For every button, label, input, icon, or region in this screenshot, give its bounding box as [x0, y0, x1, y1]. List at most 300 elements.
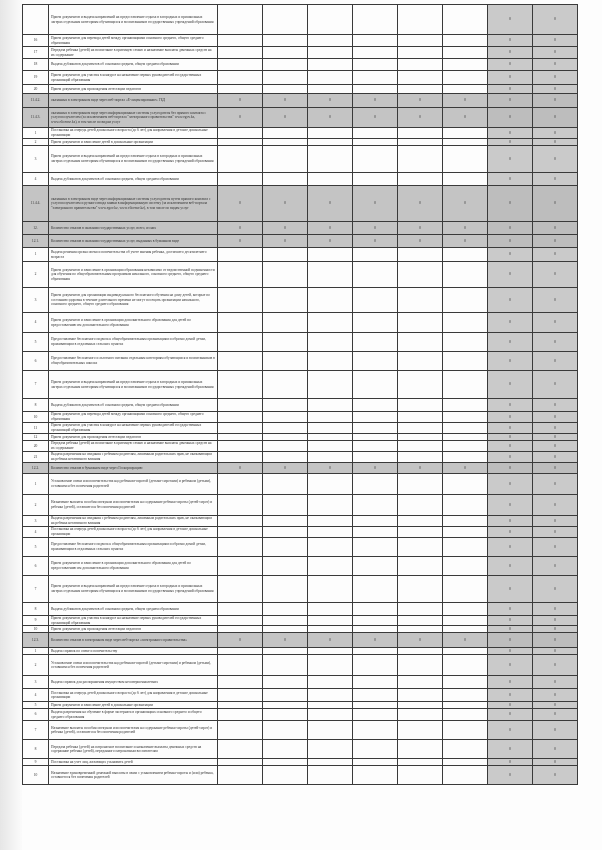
- value-cell: [218, 85, 263, 94]
- value-cell: [263, 262, 308, 288]
- value-cell: 0: [353, 235, 398, 248]
- value-cell: [353, 516, 398, 527]
- total-value-cell: 0: [488, 603, 533, 616]
- value-cell: 0: [353, 463, 398, 474]
- row-number: 12: [23, 434, 49, 441]
- value-cell: [263, 5, 308, 35]
- row-number: 20: [23, 441, 49, 452]
- table-row: [23, 139, 578, 146]
- total-value-cell: 0: [533, 474, 578, 495]
- row-description: Прием документов для участия в конкурсе на назначение первых руководителей государственных организаций образования: [49, 71, 218, 85]
- total-value-cell: 0: [533, 626, 578, 633]
- value-cell: [263, 146, 308, 173]
- total-value-cell: 0: [533, 527, 578, 538]
- value-cell: [218, 626, 263, 633]
- value-cell: [218, 538, 263, 557]
- table-row: [23, 248, 578, 262]
- value-cell: [443, 721, 488, 740]
- table-row: [23, 655, 578, 676]
- total-value-cell: 0: [488, 516, 533, 527]
- total-value-cell: 0: [488, 463, 533, 474]
- row-description: Выдача разрешения на свидания с ребенком родителям, лишенным родительских прав, не оказывающим на ребенка негативного влияния: [49, 452, 218, 463]
- row-description: Прием документов и зачисление в организации дополнительного образования для детей по предоставлению им дополнительного образования: [49, 313, 218, 333]
- value-cell: [443, 333, 488, 352]
- table-row: [23, 495, 578, 516]
- table-row: [23, 626, 578, 633]
- table-row: [23, 648, 578, 655]
- value-cell: [263, 689, 308, 702]
- value-cell: [443, 648, 488, 655]
- value-cell: [308, 423, 353, 434]
- value-cell: [443, 626, 488, 633]
- row-description: Прием документов и зачисление детей в дошкольные организации: [49, 139, 218, 146]
- value-cell: 0: [443, 222, 488, 235]
- section-row: [23, 235, 578, 248]
- table-row: [23, 35, 578, 47]
- total-value-cell: 0: [533, 399, 578, 412]
- value-cell: [443, 709, 488, 721]
- total-value-cell: 0: [488, 412, 533, 423]
- total-value-cell: 0: [533, 495, 578, 516]
- value-cell: [263, 495, 308, 516]
- total-value-cell: 0: [533, 139, 578, 146]
- total-value-cell: 0: [488, 71, 533, 85]
- value-cell: [398, 262, 443, 288]
- row-number: 21: [23, 452, 49, 463]
- row-number: 11: [23, 423, 49, 434]
- value-cell: [443, 85, 488, 94]
- table-row: [23, 557, 578, 576]
- value-cell: [398, 441, 443, 452]
- table-row: [23, 603, 578, 616]
- total-value-cell: 0: [488, 702, 533, 709]
- total-value-cell: 0: [488, 740, 533, 759]
- row-description: Постановка на очередь детей дошкольного возраста (до 6 лет) для направления в детские дошкольные организации: [49, 527, 218, 538]
- value-cell: [398, 495, 443, 516]
- value-cell: [218, 288, 263, 313]
- value-cell: [398, 352, 443, 371]
- row-description: Постановка на учет лиц, желающих усыновить детей: [49, 759, 218, 766]
- total-value-cell: 0: [488, 655, 533, 676]
- value-cell: [263, 85, 308, 94]
- value-cell: [353, 352, 398, 371]
- value-cell: [218, 434, 263, 441]
- report-table: [22, 4, 578, 785]
- value-cell: [218, 527, 263, 538]
- value-cell: [218, 676, 263, 689]
- value-cell: 0: [263, 463, 308, 474]
- value-cell: [263, 655, 308, 676]
- total-value-cell: 0: [533, 128, 578, 139]
- row-description: Выдача решения органа опеки и попечительства об учете мнения ребенка, достигшего десятилетнего возраста: [49, 248, 218, 262]
- row-description: Прием документов и выдача направлений на предоставление отдыха в загородных и пришкольных лагерях отдельным категориям обучающихся и воспитанников государственных учреждений образования: [49, 371, 218, 399]
- total-value-cell: 0: [533, 689, 578, 702]
- row-number: 11.4.2.: [23, 94, 49, 108]
- value-cell: [398, 173, 443, 186]
- value-cell: [443, 516, 488, 527]
- total-value-cell: 0: [488, 333, 533, 352]
- value-cell: [443, 676, 488, 689]
- row-description: оказанных в электронном виде через информационные системы услугодателя без прямого контакта с услугополучателем (за исключением веб-портала "электронного правительства" www.egov.kz, www.elicense.kz), в том числе по видам услуг: [49, 108, 218, 128]
- row-description: Выдача справок для распоряжения имуществом несовершеннолетних: [49, 676, 218, 689]
- row-number: 5: [23, 538, 49, 557]
- row-description: оказанных в электронном виде через информационные системы услугодателя путем прямого контакта с услугополучателем и ручного ввода заявки в информационную систему (за исключением веб-портала "электронного правительства" www.egov.kz, www.elicense.kz), в том числе по видам услуг: [49, 186, 218, 222]
- value-cell: [443, 576, 488, 603]
- value-cell: [398, 603, 443, 616]
- value-cell: 0: [398, 633, 443, 648]
- value-cell: [443, 766, 488, 785]
- value-cell: [353, 412, 398, 423]
- total-value-cell: 0: [533, 721, 578, 740]
- value-cell: [443, 527, 488, 538]
- total-value-cell: 0: [488, 94, 533, 108]
- value-cell: 0: [308, 186, 353, 222]
- row-number: 1: [23, 474, 49, 495]
- value-cell: [263, 452, 308, 463]
- row-number: 10: [23, 412, 49, 423]
- row-description: Прием документов для участия в конкурсе на назначение первых руководителей государственных организаций образования: [49, 616, 218, 626]
- row-description: Прием документов для прохождения аттестации педагогов: [49, 434, 218, 441]
- value-cell: [398, 412, 443, 423]
- value-cell: [443, 603, 488, 616]
- section-row: [23, 94, 578, 108]
- value-cell: [398, 35, 443, 47]
- row-description: Выдача дубликатов документов об основном среднем, общем среднем образовании: [49, 173, 218, 186]
- row-description: Передача ребенка (детей) на патронатное воспитание и назначение выплаты денежных средств на содержание ребенка (детей), переданного патронатным воспитателям: [49, 740, 218, 759]
- value-cell: [443, 352, 488, 371]
- value-cell: [308, 352, 353, 371]
- row-number: 8: [23, 603, 49, 616]
- value-cell: [353, 371, 398, 399]
- total-value-cell: 0: [533, 47, 578, 59]
- value-cell: [398, 702, 443, 709]
- value-cell: [263, 173, 308, 186]
- value-cell: [308, 146, 353, 173]
- total-value-cell: 0: [488, 108, 533, 128]
- row-description: Прием документов для прохождения аттестации педагогов: [49, 85, 218, 94]
- value-cell: [308, 759, 353, 766]
- value-cell: [353, 313, 398, 333]
- value-cell: [443, 702, 488, 709]
- value-cell: [443, 399, 488, 412]
- row-number: 18: [23, 59, 49, 71]
- row-number: 5: [23, 702, 49, 709]
- table-row: [23, 59, 578, 71]
- row-number: 1: [23, 128, 49, 139]
- value-cell: [218, 248, 263, 262]
- value-cell: [398, 128, 443, 139]
- row-description: Установление опеки или попечительства над ребенком-сиротой (детьми-сиротами) и ребенком (детьми), оставшимся без попечения родителей: [49, 474, 218, 495]
- value-cell: [308, 689, 353, 702]
- value-cell: [263, 248, 308, 262]
- value-cell: [218, 766, 263, 785]
- row-description: Прием документов и зачисление детей в дошкольные организации: [49, 702, 218, 709]
- table-row: [23, 740, 578, 759]
- value-cell: [398, 616, 443, 626]
- value-cell: [263, 740, 308, 759]
- value-cell: [353, 766, 398, 785]
- total-value-cell: 0: [488, 399, 533, 412]
- row-number: 1: [23, 248, 49, 262]
- row-description: Предоставление бесплатного подвоза к общеобразовательным организациям и обратно домой детям, проживающим в отдаленных сельских пунктах: [49, 538, 218, 557]
- value-cell: [443, 248, 488, 262]
- row-number: 19: [23, 71, 49, 85]
- value-cell: 0: [398, 108, 443, 128]
- value-cell: 0: [353, 633, 398, 648]
- row-description: Выдача справок по опеке и попечительству: [49, 648, 218, 655]
- row-description: Количество отказов в электронном виде через веб-портал «электронного правительства»: [49, 633, 218, 648]
- value-cell: [353, 648, 398, 655]
- value-cell: [263, 434, 308, 441]
- row-description: Выдача дубликатов документов об основном среднем, общем среднем образовании: [49, 399, 218, 412]
- row-description: Количество отказов в оказании государственных услуг, всего, из них: [49, 222, 218, 235]
- value-cell: [398, 576, 443, 603]
- value-cell: 0: [263, 186, 308, 222]
- value-cell: 0: [353, 222, 398, 235]
- value-cell: [398, 333, 443, 352]
- value-cell: [263, 139, 308, 146]
- row-description: Назначение выплаты пособия опекунам или попечителям на содержание ребенка-сироты (детей-сирот) и ребенка (детей), оставшегося без попечения родителей: [49, 721, 218, 740]
- value-cell: [218, 352, 263, 371]
- value-cell: [263, 352, 308, 371]
- value-cell: [263, 576, 308, 603]
- value-cell: [218, 702, 263, 709]
- row-number: 17: [23, 47, 49, 59]
- row-number: 3: [23, 288, 49, 313]
- value-cell: [263, 721, 308, 740]
- value-cell: [308, 648, 353, 655]
- value-cell: [398, 474, 443, 495]
- row-description: Выдача дубликатов документов об основном среднем, общем среднем образовании: [49, 59, 218, 71]
- value-cell: [308, 173, 353, 186]
- table-row: [23, 399, 578, 412]
- value-cell: [443, 557, 488, 576]
- total-value-cell: 0: [533, 648, 578, 655]
- value-cell: [398, 434, 443, 441]
- total-value-cell: 0: [488, 313, 533, 333]
- row-number: 7: [23, 576, 49, 603]
- table-row: [23, 474, 578, 495]
- total-value-cell: 0: [488, 288, 533, 313]
- value-cell: [308, 288, 353, 313]
- row-description: Прием документов и выдача направлений на предоставление отдыха в загородных и пришкольных лагерях отдельным категориям обучающихся и воспитанников государственных учреждений образования: [49, 576, 218, 603]
- table-row: [23, 434, 578, 441]
- row-description: Постановка на очередь детей дошкольного возраста (до 6 лет) для направления в детские дошкольные организации: [49, 689, 218, 702]
- value-cell: [218, 59, 263, 71]
- total-value-cell: 0: [488, 676, 533, 689]
- value-cell: [308, 333, 353, 352]
- value-cell: [218, 47, 263, 59]
- total-value-cell: 0: [533, 85, 578, 94]
- value-cell: [443, 288, 488, 313]
- value-cell: [218, 709, 263, 721]
- value-cell: [353, 709, 398, 721]
- value-cell: [398, 538, 443, 557]
- value-cell: [218, 173, 263, 186]
- value-cell: [353, 676, 398, 689]
- value-cell: [443, 59, 488, 71]
- value-cell: [443, 495, 488, 516]
- row-number: 1: [23, 648, 49, 655]
- row-number: 2: [23, 495, 49, 516]
- value-cell: 0: [398, 186, 443, 222]
- value-cell: [353, 35, 398, 47]
- row-description: Передача ребенка (детей) на воспитание в приемную семью и назначение выплаты денежных средств на их содержание: [49, 47, 218, 59]
- value-cell: [353, 474, 398, 495]
- total-value-cell: 0: [533, 94, 578, 108]
- value-cell: [353, 146, 398, 173]
- value-cell: 0: [218, 463, 263, 474]
- total-value-cell: 0: [488, 721, 533, 740]
- value-cell: 0: [398, 94, 443, 108]
- value-cell: 0: [263, 235, 308, 248]
- total-value-cell: 0: [488, 146, 533, 173]
- value-cell: [308, 709, 353, 721]
- value-cell: [443, 538, 488, 557]
- value-cell: [443, 434, 488, 441]
- value-cell: [353, 689, 398, 702]
- value-cell: [263, 35, 308, 47]
- value-cell: [308, 452, 353, 463]
- row-description: Прием документов и выдача направлений на предоставление отдыха в загородных и пришкольных лагерях отдельным категориям обучающихся и воспитанников государственных учреждений образования: [49, 5, 218, 35]
- total-value-cell: 0: [488, 557, 533, 576]
- value-cell: [308, 766, 353, 785]
- total-value-cell: 0: [533, 173, 578, 186]
- value-cell: 0: [308, 94, 353, 108]
- value-cell: [308, 576, 353, 603]
- table-row: [23, 576, 578, 603]
- total-value-cell: 0: [488, 262, 533, 288]
- value-cell: [263, 59, 308, 71]
- value-cell: [308, 603, 353, 616]
- value-cell: [263, 333, 308, 352]
- row-description: Прием документов для организации индивидуального бесплатного обучения на дому детей, которые по состоянию здоровья в течение длительного времени не могут посещать организации начального, основного среднего, общего среднего образования: [49, 288, 218, 313]
- row-number: 16: [23, 35, 49, 47]
- value-cell: [353, 59, 398, 71]
- value-cell: [443, 474, 488, 495]
- row-description: Выдача разрешения на обучение в форме экстерната в организациях основного среднего и общего среднего образования: [49, 709, 218, 721]
- value-cell: [218, 412, 263, 423]
- value-cell: [443, 71, 488, 85]
- table-row: [23, 412, 578, 423]
- total-value-cell: 0: [533, 333, 578, 352]
- value-cell: [398, 85, 443, 94]
- value-cell: [443, 452, 488, 463]
- value-cell: [398, 139, 443, 146]
- value-cell: [353, 626, 398, 633]
- value-cell: [308, 71, 353, 85]
- total-value-cell: 0: [488, 85, 533, 94]
- value-cell: [218, 759, 263, 766]
- table-row: [23, 759, 578, 766]
- row-number: 4: [23, 527, 49, 538]
- value-cell: [218, 371, 263, 399]
- value-cell: [398, 399, 443, 412]
- value-cell: [263, 313, 308, 333]
- table-row: [23, 128, 578, 139]
- total-value-cell: 0: [533, 603, 578, 616]
- value-cell: [443, 173, 488, 186]
- total-value-cell: 0: [533, 759, 578, 766]
- value-cell: [353, 721, 398, 740]
- total-value-cell: 0: [488, 759, 533, 766]
- row-description: Назначение выплаты пособия опекунам или попечителям на содержание ребенка-сироты (детей-сирот) и ребенка (детей), оставшегося без попечения родителей: [49, 495, 218, 516]
- table-row: [23, 689, 578, 702]
- value-cell: [308, 676, 353, 689]
- total-value-cell: 0: [488, 128, 533, 139]
- row-number: 12.3.: [23, 633, 49, 648]
- value-cell: [218, 71, 263, 85]
- total-value-cell: 0: [488, 173, 533, 186]
- value-cell: [308, 527, 353, 538]
- row-number: 12.: [23, 222, 49, 235]
- value-cell: [443, 5, 488, 35]
- value-cell: [308, 516, 353, 527]
- row-number: 6: [23, 557, 49, 576]
- value-cell: [443, 313, 488, 333]
- total-value-cell: 0: [533, 441, 578, 452]
- total-value-cell: 0: [488, 633, 533, 648]
- total-value-cell: 0: [533, 516, 578, 527]
- total-value-cell: 0: [533, 235, 578, 248]
- table-row: [23, 538, 578, 557]
- value-cell: [308, 702, 353, 709]
- value-cell: [308, 262, 353, 288]
- total-value-cell: 0: [488, 616, 533, 626]
- value-cell: [218, 146, 263, 173]
- value-cell: [353, 333, 398, 352]
- row-number: 11.4.3.: [23, 108, 49, 128]
- row-number: 3: [23, 146, 49, 173]
- table-row: [23, 702, 578, 709]
- total-value-cell: 0: [533, 655, 578, 676]
- value-cell: [218, 655, 263, 676]
- table-row: [23, 527, 578, 538]
- value-cell: [263, 128, 308, 139]
- total-value-cell: 0: [533, 557, 578, 576]
- value-cell: [353, 128, 398, 139]
- value-cell: [353, 759, 398, 766]
- table-row: [23, 516, 578, 527]
- total-value-cell: 0: [533, 146, 578, 173]
- value-cell: 0: [353, 108, 398, 128]
- row-description: Прием документов для перевода детей между организациями основного среднего, общего среднего образования: [49, 412, 218, 423]
- value-cell: [353, 538, 398, 557]
- value-cell: [308, 474, 353, 495]
- value-cell: [218, 576, 263, 603]
- total-value-cell: 0: [488, 35, 533, 47]
- total-value-cell: 0: [488, 248, 533, 262]
- value-cell: [263, 538, 308, 557]
- value-cell: 0: [443, 235, 488, 248]
- value-cell: [398, 766, 443, 785]
- value-cell: 0: [443, 186, 488, 222]
- value-cell: [398, 527, 443, 538]
- table-row: [23, 71, 578, 85]
- value-cell: 0: [398, 222, 443, 235]
- value-cell: [353, 139, 398, 146]
- value-cell: 0: [308, 235, 353, 248]
- value-cell: 0: [218, 235, 263, 248]
- row-number: 2: [23, 139, 49, 146]
- total-value-cell: 0: [533, 676, 578, 689]
- row-number: 4: [23, 689, 49, 702]
- value-cell: [263, 474, 308, 495]
- total-value-cell: 0: [533, 35, 578, 47]
- row-description: Количество отказов в бумажном виде через Госкорпорацию: [49, 463, 218, 474]
- total-value-cell: 0: [488, 709, 533, 721]
- value-cell: [218, 399, 263, 412]
